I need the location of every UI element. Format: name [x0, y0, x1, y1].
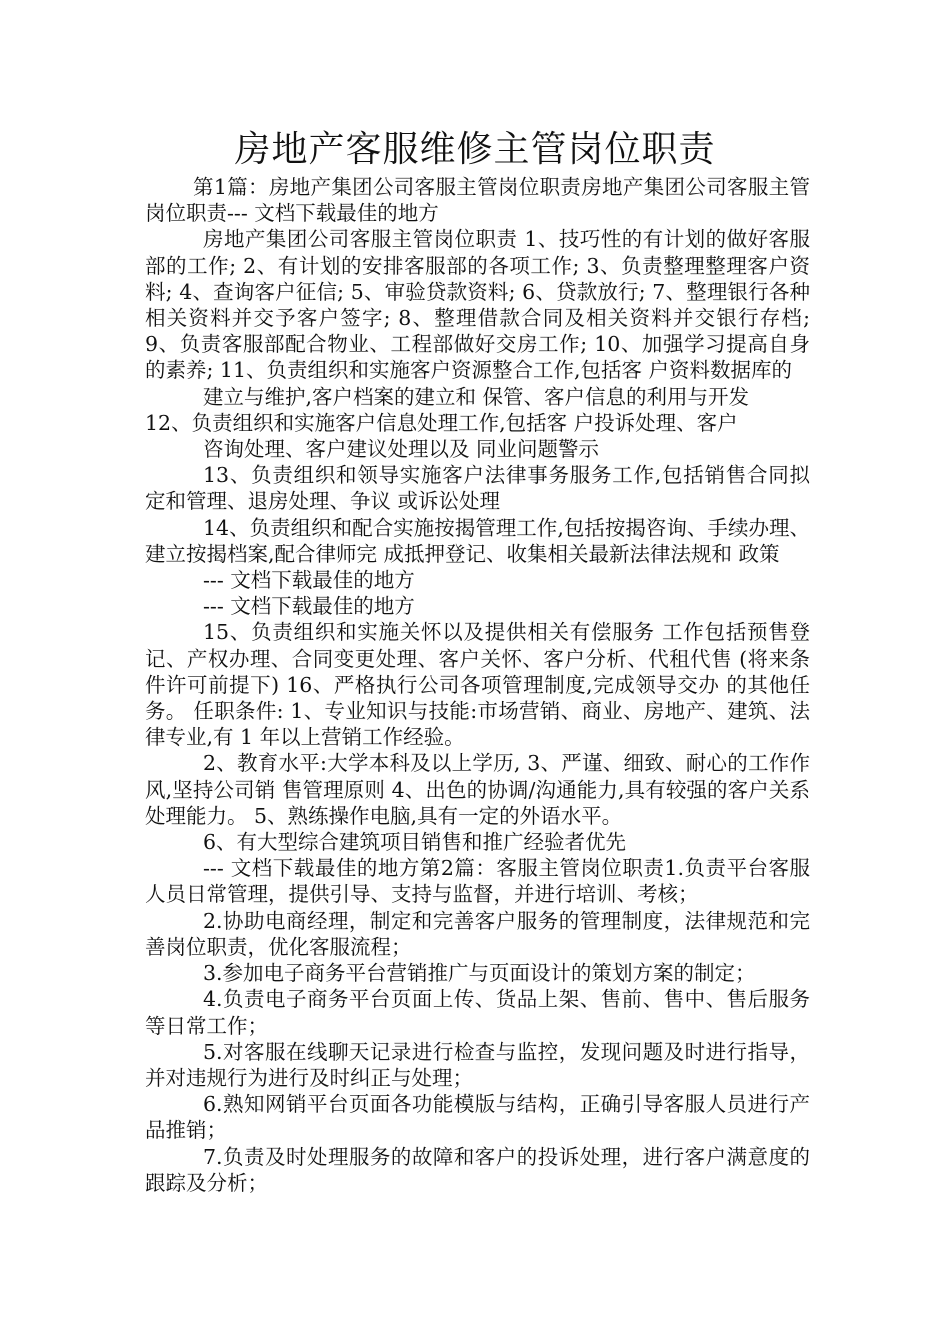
paragraph: 3.参加电子商务平台营销推广与页面设计的策划方案的制定； [203, 961, 756, 986]
paragraph: 13、负责组织和领导实施客户法律事务服务工作,包括销售合同拟 定和管理、退房处理、争议 或诉讼处理 [145, 463, 810, 514]
paragraph: 15、负责组织和实施关怀以及提供相关有偿服务 工作包括预售登 记、产权办理、合同变更处理、客户关怀、客户分析、代租代售 (将来条件许可前提下) 16、严格执行公司各项管理制度,完成领导交办 的其他任务。 任职条件: 1、专业知识与技能:市场营销、商业、房地产、建筑、法律专业,有 1 年以上营销工作经验。 [145, 620, 810, 750]
document-title: 房地产客服维修主管岗位职责 [234, 129, 716, 170]
paragraph: 6.熟知网销平台页面各功能模版与结构，正确引导客服人员进行产品推销； [145, 1092, 810, 1143]
document-body [145, 174, 810, 1196]
paragraph: 5.对客服在线聊天记录进行检查与监控，发现问题及时进行指导，并对违规行为进行及时纠正与处理； [145, 1039, 810, 1090]
paragraph: 12、负责组织和实施客户信息处理工作,包括客 户投诉处理、客户 [145, 410, 738, 435]
paragraph: 14、负责组织和配合实施按揭管理工作,包括按揭咨询、手续办理、建立按揭档案,配合律师完 成抵押登记、收集相关最新法律法规和 政策 [145, 515, 810, 566]
paragraph: 4.负责电子商务平台页面上传、货品上架、售前、售中、售后服务等日常工作； [145, 987, 810, 1038]
paragraph: 第1篇：房地产集团公司客服主管岗位职责房地产集团公司客服主管岗位职责--- 文档下载最佳的地方 [145, 175, 810, 226]
paragraph: 建立与维护,客户档案的建立和 保管、客户信息的利用与开发 [203, 384, 750, 409]
paragraph: 7.负责及时处理服务的故障和客户的投诉处理，进行客户满意度的跟踪及分析； [145, 1144, 810, 1195]
paragraph: 2.协助电商经理，制定和完善客户服务的管理制度，法律规范和完善岗位职责，优化客服流程； [145, 908, 810, 959]
paragraph: 咨询处理、客户建议处理以及 同业问题警示 [203, 437, 600, 462]
paragraph: 6、有大型综合建筑项目销售和推广经验者优先 [203, 830, 627, 855]
paragraph: 房地产集团公司客服主管岗位职责 1、技巧性的有计划的做好客服部的工作; 2、有计划的安排客服部的各项工作; 3、负责整理整理客户资料; 4、查询客户征信; 5、审验贷款资料; 6、贷款放行; 7、整理银行各种相关资料并交予客户签字; 8、整理借款合同及相关资料并交银行存档; 9、负责客服部配合物业、工程部做好交房工作; 10、加强学习提高自身的素养; 11、负责组织和实施客户资源整合工作,包括客 户资料数据库的 [145, 227, 810, 383]
paragraph: --- 文档下载最佳的地方 [203, 568, 415, 593]
paragraph: --- 文档下载最佳的地方 [203, 594, 415, 619]
paragraph: --- 文档下载最佳的地方第2篇：客服主管岗位职责1.负责平台客服人员日常管理，提供引导、支持与监督，并进行培训、考核； [145, 856, 810, 907]
paragraph: 2、教育水平:大学本科及以上学历, 3、严谨、细致、耐心的工作作风,坚持公司销 售管理原则 4、出色的协调/沟通能力,具有较强的客户关系 处理能力。 5、熟练操作电脑,具有一定的外语水平。 [145, 751, 810, 828]
